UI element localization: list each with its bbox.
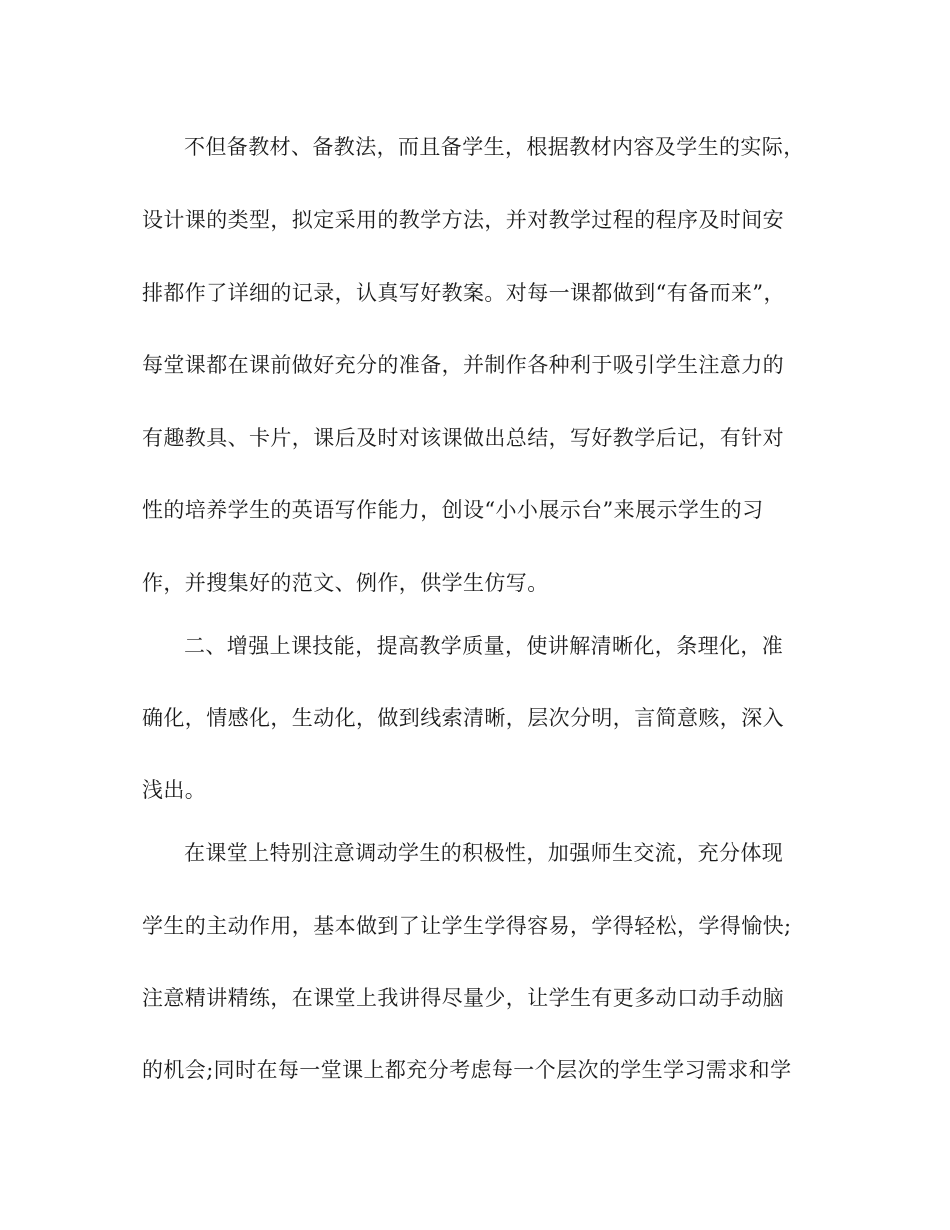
text-line-6: 性的培养学生的英语写作能力，创设“小小展示台”来展示学生的习 (142, 498, 764, 522)
text-line-2: 设计课的类型，拟定采用的教学方法，并对教学过程的程序及时间安 (142, 208, 784, 232)
text-line-10: 浅出。 (142, 778, 207, 802)
text-line-5: 有趣教具、卡片，课后及时对该课做出总结，写好教学后记，有针对 (142, 426, 784, 450)
text-line-11: 在课堂上特别注意调动学生的积极性，加强师生交流，充分体现 (184, 841, 784, 865)
text-line-9: 确化，情感化，生动化，做到线索清晰，层次分明，言简意赅，深入 (142, 706, 784, 730)
text-line-14: 的机会;同时在每一堂课上都充分考虑每一个层次的学生学习需求和学 (142, 1058, 792, 1082)
text-line-3: 排都作了详细的记录，认真写好教案。对每一课都做到“有备而来”， (142, 281, 785, 305)
text-line-7: 作，并搜集好的范文、例作，供学生仿写。 (142, 571, 549, 595)
text-line-12: 学生的主动作用，基本做到了让学生学得容易，学得轻松，学得愉快; (142, 914, 792, 938)
text-line-13: 注意精讲精练，在课堂上我讲得尽量少，让学生有更多动口动手动脑 (142, 986, 784, 1010)
text-line-1: 不但备教材、备教法，而且备学生，根据教材内容及学生的实际， (184, 135, 805, 159)
text-line-8: 二、增强上课技能，提高教学质量，使讲解清晰化，条理化，准 (184, 634, 784, 658)
text-line-4: 每堂课都在课前做好充分的准备，并制作各种利于吸引学生注意力的 (142, 353, 784, 377)
